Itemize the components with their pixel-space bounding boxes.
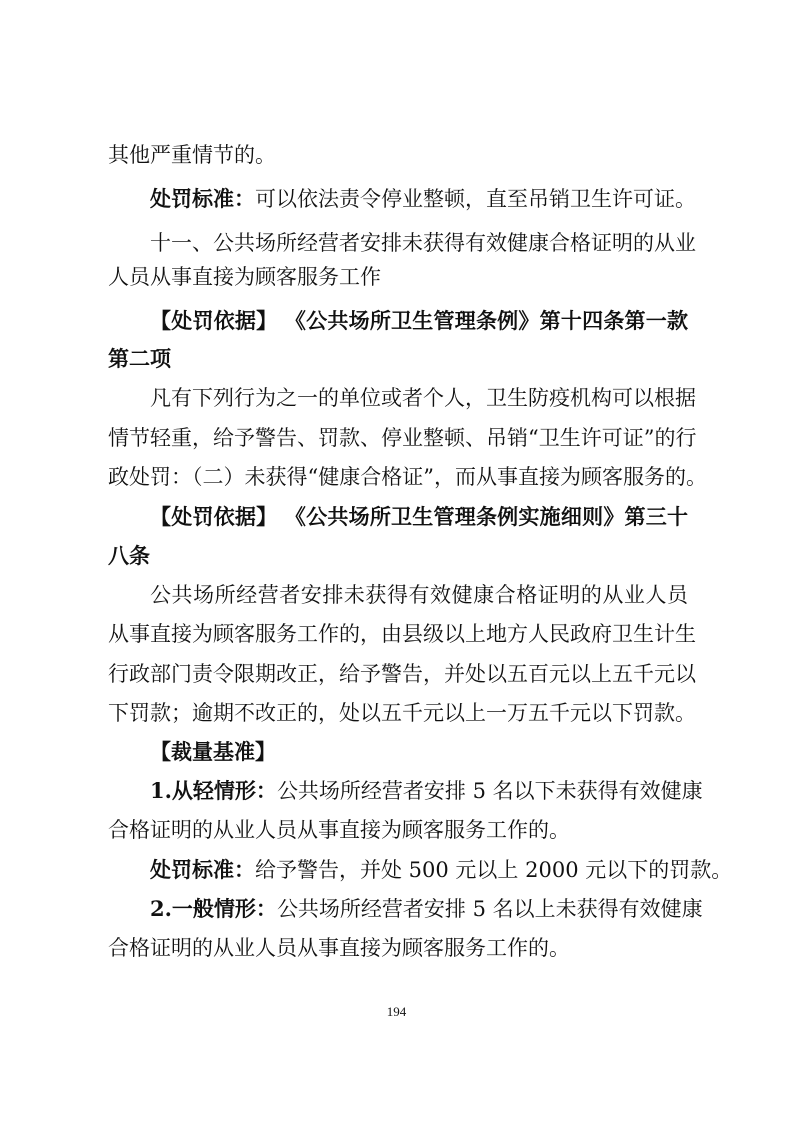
text-line: 政处罚：（二）未获得“健康合格证”，而从事直接为顾客服务的。	[108, 465, 707, 489]
section-heading: 十一、公共场所经营者安排未获得有效健康合格证明的从业	[150, 231, 696, 255]
inline-text: 给予警告，并处 500 元以上 2000 元以下的罚款。	[255, 858, 733, 882]
text-line	[150, 855, 733, 885]
text-line: 凡有下列行为之一的单位或者个人，卫生防疫机构可以根据	[150, 386, 696, 410]
text-line	[150, 184, 696, 214]
basis-heading: 八条	[108, 543, 150, 568]
inline-label: 处罚标准：	[150, 186, 255, 211]
page-number: 194	[386, 1004, 407, 1019]
discretion-heading: 【裁量基准】	[150, 739, 276, 764]
section-heading: 人员从事直接为顾客服务工作	[108, 265, 381, 289]
inline-label: 2.一般情形：	[150, 896, 277, 921]
text-line: 公共场所经营者安排未获得有效健康合格证明的从业人员	[150, 583, 688, 607]
inline-text: 公共场所经营者安排 5 名以上未获得有效健康	[276, 897, 703, 921]
text-line	[150, 894, 703, 924]
text-line	[150, 776, 703, 806]
basis-heading: 第二项	[108, 346, 171, 371]
text-line: 情节轻重，给予警告、罚款、停业整顿、吊销“卫生许可证”的行	[108, 426, 697, 450]
inline-text: 可以依法责令停业整顿，直至吊销卫生许可证。	[255, 187, 696, 211]
text-line: 合格证明的从业人员从事直接为顾客服务工作的。	[108, 818, 570, 842]
inline-label: 1.从轻情形：	[150, 778, 277, 803]
text-line: 其他严重情节的。	[108, 143, 276, 167]
basis-heading: 【处罚依据】 《公共场所卫生管理条例实施细则》第三十	[150, 504, 688, 529]
text-line: 行政部门责令限期改正，给予警告，并处以五百元以上五千元以	[108, 662, 696, 686]
basis-heading: 【处罚依据】 《公共场所卫生管理条例》第十四条第一款	[150, 308, 688, 333]
inline-label: 处罚标准：	[150, 857, 255, 882]
inline-text: 公共场所经营者安排 5 名以下未获得有效健康	[276, 779, 703, 803]
text-line: 下罚款；逾期不改正的，处以五千元以上一万五千元以下罚款。	[108, 701, 696, 725]
text-line: 从事直接为顾客服务工作的，由县级以上地方人民政府卫生计生	[108, 622, 696, 646]
text-line: 合格证明的从业人员从事直接为顾客服务工作的。	[108, 936, 570, 960]
